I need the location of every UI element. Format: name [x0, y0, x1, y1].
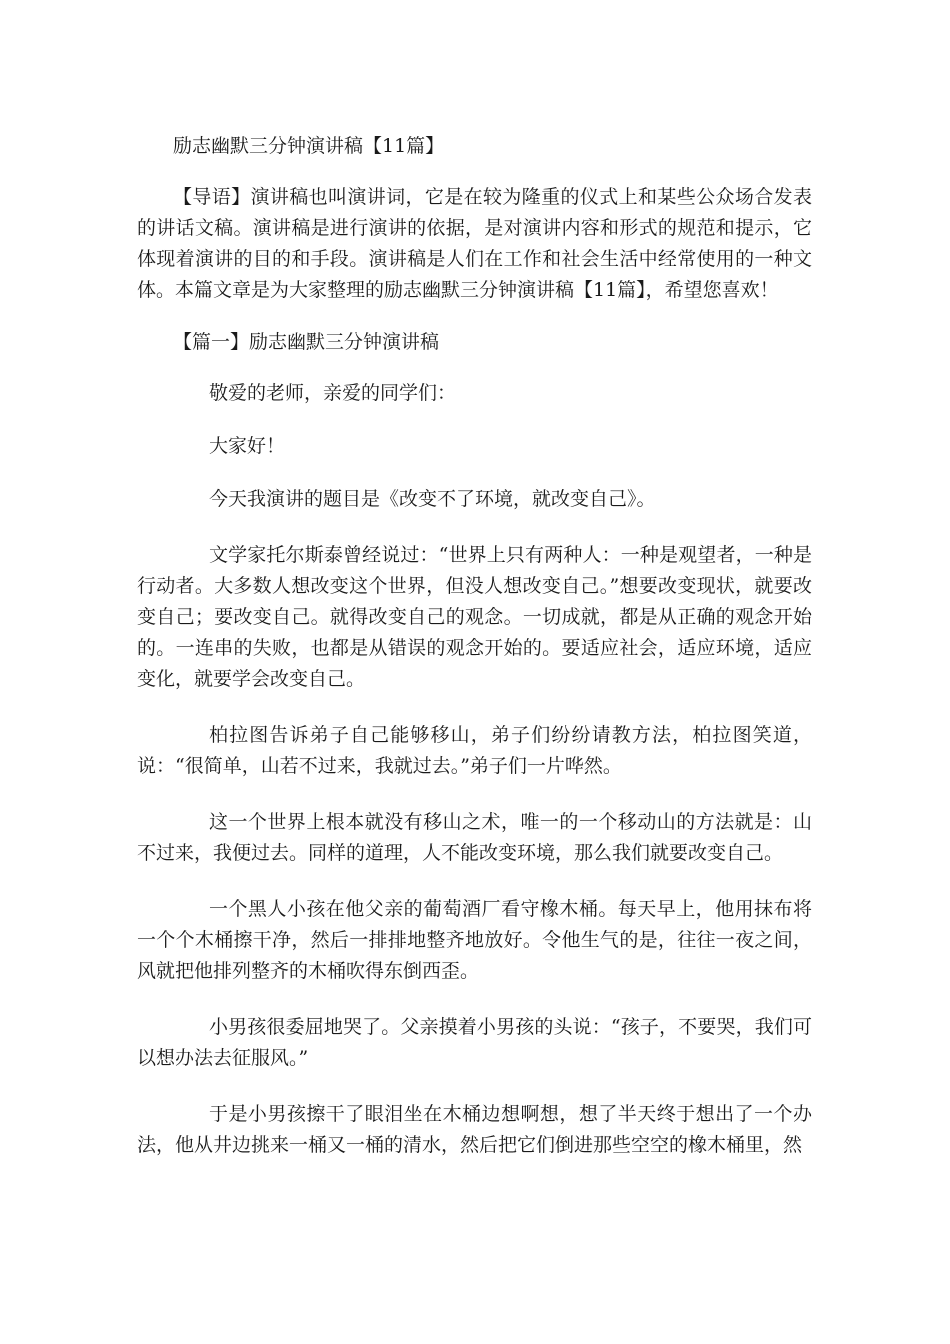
paragraph-hello: 大家好！: [209, 435, 286, 457]
intro-paragraph: 【导语】演讲稿也叫演讲词，它是在较为隆重的仪式上和某些公众场合发表的讲话文稿。演讲稿是进行演讲的依据，是对演讲内容和形式的规范和提示，它体现着演讲的目的和手段。演讲稿是人们在工作和社会生活中经常使用的一种文体。本篇文章是为大家整理的励志幽默三分钟演讲稿【11篇】，希望您喜欢！: [137, 186, 812, 301]
paragraph-mountain: 这一个世界上根本就没有移山之术，唯一的一个移动山的方法就是：山不过来，我便过去。同样的道理，人不能改变环境，那么我们就要改变自己。: [137, 811, 812, 864]
paragraph-greeting: 敬爱的老师，亲爱的同学们：: [209, 382, 457, 404]
paragraph-father: 小男孩很委屈地哭了。父亲摸着小男孩的头说：“孩子，不要哭，我们可以想办法去征服风。”: [137, 1016, 812, 1069]
paragraph-plato: 柏拉图告诉弟子自己能够移山，弟子们纷纷请教方法，柏拉图笑道，说：“很简单，山若不过来，我就过去。”弟子们一片哗然。: [137, 724, 812, 777]
document-page: [137, 132, 812, 1161]
document-title: 励志幽默三分钟演讲稿【11篇】: [173, 135, 445, 157]
paragraph-idea: 于是小男孩擦干了眼泪坐在木桶边想啊想，想了半天终于想出了一个办法，他从井边挑来一桶又一桶的清水，然后把它们倒进那些空空的橡木桶里，然: [137, 1103, 812, 1156]
paragraph-topic: 今天我演讲的题目是《改变不了环境，就改变自己》。: [209, 488, 656, 510]
paragraph-barrels: 一个黑人小孩在他父亲的葡萄酒厂看守橡木桶。每天早上，他用抹布将一个个木桶擦干净，然后一排排地整齐地放好。令他生气的是，往往一夜之间，风就把他排列整齐的木桶吹得东倒西歪。: [137, 898, 812, 982]
section-title: 【篇一】励志幽默三分钟演讲稿: [173, 331, 440, 353]
paragraph-tolstoy: 文学家托尔斯泰曾经说过：“世界上只有两种人：一种是观望者，一种是行动者。大多数人想改变这个世界，但没人想改变自己。”想要改变现状，就要改变自己；要改变自己。就得改变自己的观念。一切成就，都是从正确的观念开始的。一连串的失败，也都是从错误的观念开始的。要适应社会，适应环境，适应变化，就要学会改变自己。: [137, 544, 812, 690]
